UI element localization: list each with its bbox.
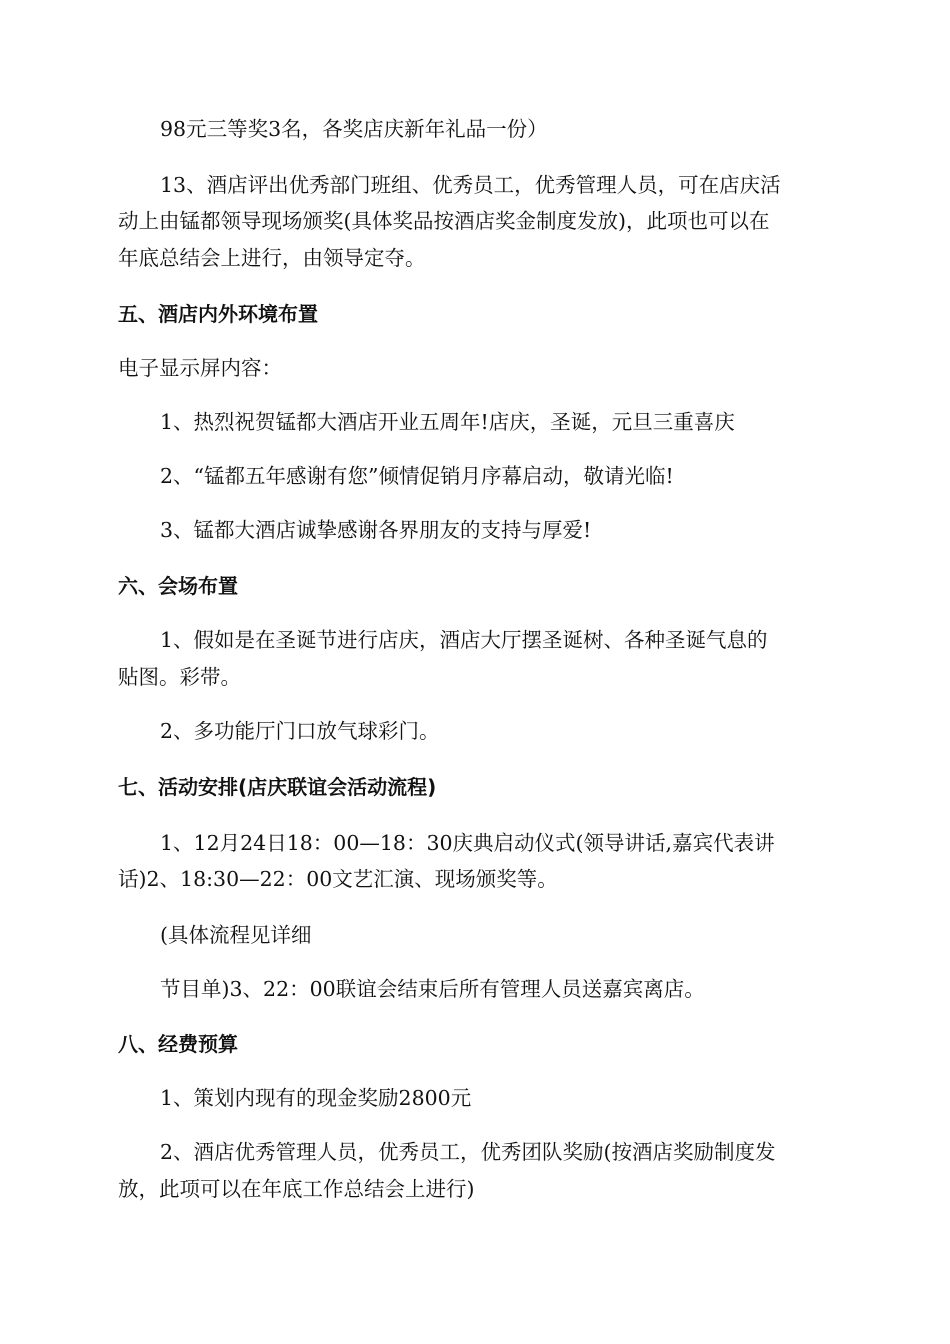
screen-item-1: 1、热烈祝贺锰都大酒店开业五周年!店庆，圣诞，元旦三重喜庆 [160, 410, 735, 434]
section-heading-7: 七、活动安排(店庆联谊会活动流程) [118, 775, 437, 799]
budget-item-1: 1、策划内现有的现金奖励2800元 [160, 1086, 472, 1110]
screen-item-3: 3、锰都大酒店诚挚感谢各界朋友的支持与厚爱! [160, 518, 592, 542]
section-heading-5: 五、酒店内外环境布置 [118, 302, 318, 326]
section-heading-8: 八、经费预算 [118, 1032, 238, 1056]
schedule-line-1: 1、12月24日18：00—18：30庆典启动仪式(领导讲话,嘉宾代表讲 [160, 831, 775, 855]
schedule-line-4: 节目单)3、22：00联谊会结束后所有管理人员送嘉宾离店。 [160, 977, 705, 1001]
budget-item-2-line-2: 放，此项可以在年底工作总结会上进行) [118, 1177, 475, 1201]
budget-item-2-line-1: 2、酒店优秀管理人员，优秀员工，优秀团队奖励(按酒店奖励制度发 [160, 1140, 776, 1164]
paragraph-13-line-1: 13、酒店评出优秀部门班组、优秀员工，优秀管理人员，可在店庆活 [160, 173, 781, 197]
schedule-line-3: (具体流程见详细 [160, 923, 312, 947]
venue-item-1-line-1: 1、假如是在圣诞节进行店庆，酒店大厅摆圣诞树、各种圣诞气息的 [160, 628, 768, 652]
schedule-line-2: 话)2、18:30—22：00文艺汇演、现场颁奖等。 [118, 867, 558, 891]
venue-item-2: 2、多功能厅门口放气球彩门。 [160, 719, 440, 743]
screen-item-2: 2、“锰都五年感谢有您”倾情促销月序幕启动，敬请光临! [160, 464, 674, 488]
paragraph-13-line-2: 动上由锰都领导现场颁奖(具体奖品按酒店奖金制度发放)，此项也可以在 [118, 209, 770, 233]
prize-line: 98元三等奖3名，各奖店庆新年礼品一份） [160, 117, 548, 141]
venue-item-1-line-2: 贴图。彩带。 [118, 665, 241, 689]
paragraph-13-line-3: 年底总结会上进行，由领导定夺。 [118, 246, 426, 270]
screen-content-label: 电子显示屏内容： [118, 356, 282, 380]
section-heading-6: 六、会场布置 [118, 574, 238, 598]
